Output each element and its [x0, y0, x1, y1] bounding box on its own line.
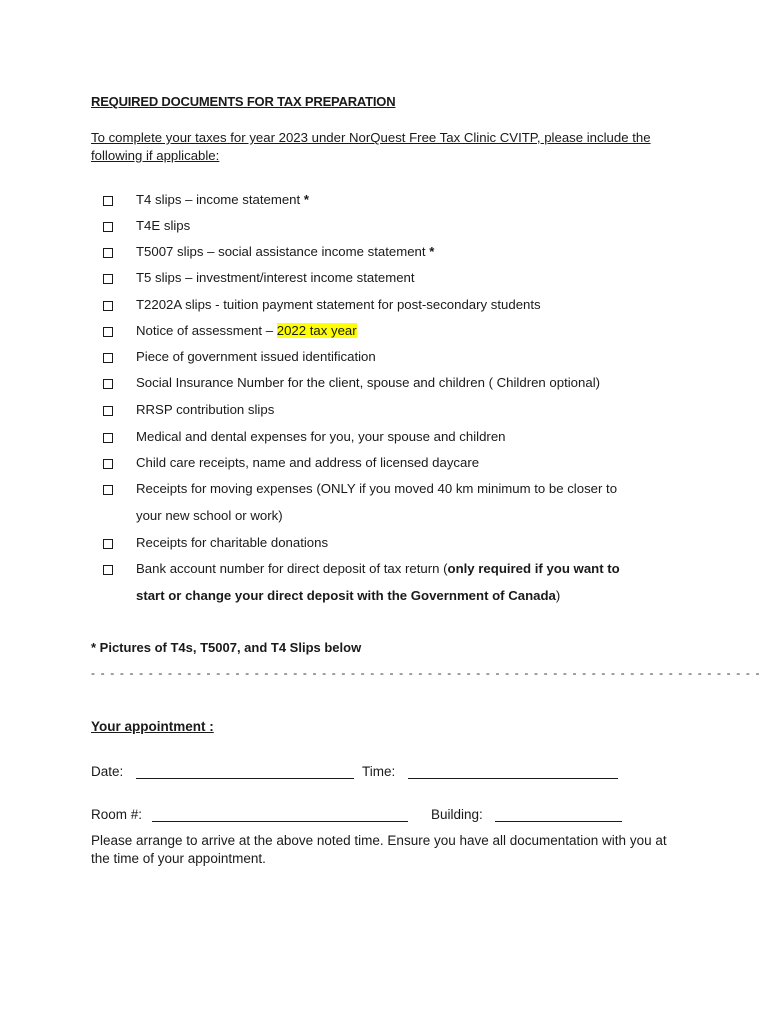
- checkbox[interactable]: [103, 196, 113, 206]
- checkbox[interactable]: [103, 327, 113, 337]
- checkbox[interactable]: [103, 406, 113, 416]
- asterisk-mark: *: [429, 244, 435, 259]
- checkbox[interactable]: [103, 433, 113, 443]
- item-label: Receipts for moving expenses (ONLY if you moved 40 km minimum to be closer to: [136, 481, 618, 496]
- checkbox[interactable]: [103, 485, 113, 495]
- date-field[interactable]: [136, 778, 354, 779]
- item-label: Child care receipts, name and address of licensed daycare: [136, 455, 480, 470]
- building-field[interactable]: [495, 821, 622, 822]
- checkbox[interactable]: [103, 274, 113, 284]
- pictures-note: * Pictures of T4s, T5007, and T4 Slips below: [91, 640, 362, 655]
- highlighted-text: 2022 tax year: [276, 323, 357, 338]
- item-label: T4 slips – income statement: [136, 192, 301, 207]
- arrival-note: Please arrange to arrive at the above noted time. Ensure you have all documentation with you at the time of your appointment.: [91, 833, 667, 866]
- bold-note-line2: start or change your direct deposit with the Government of Canada: [136, 588, 556, 603]
- checkbox[interactable]: [103, 353, 113, 363]
- item-label: RRSP contribution slips: [136, 402, 275, 417]
- item-label: T5007 slips – social assistance income statement: [136, 244, 426, 259]
- time-label: Time:: [362, 764, 396, 779]
- date-label: Date:: [91, 764, 124, 779]
- item-label: Notice of assessment –: [136, 323, 277, 338]
- room-label: Room #:: [91, 807, 143, 822]
- item-label: T4E slips: [136, 218, 191, 233]
- building-label: Building:: [431, 807, 483, 822]
- item-label-tail: ): [555, 588, 561, 603]
- item-label-line2: your new school or work): [136, 508, 283, 523]
- appointment-heading: Your appointment :: [91, 719, 214, 734]
- intro-paragraph: To complete your taxes for year 2023 under NorQuest Free Tax Clinic CVITP, please include the following if applicable:: [91, 130, 651, 163]
- item-label: Social Insurance Number for the client, spouse and children ( Children optional): [136, 375, 601, 390]
- checkbox[interactable]: [103, 379, 113, 389]
- item-label: Bank account number for direct deposit of tax return (: [136, 561, 448, 576]
- checkbox[interactable]: [103, 222, 113, 232]
- cut-line: - - - - - - - - - - - - - - - - - - - - - - - - - - - - - - - - - - - - - - - - - - - - - - - - - - - - - - - - - - - - - - - - - - - - - -: [91, 666, 761, 680]
- item-label: T2202A slips - tuition payment statement for post-secondary students: [136, 297, 541, 312]
- room-field[interactable]: [152, 821, 408, 822]
- item-label: Piece of government issued identification: [136, 349, 376, 364]
- checkbox[interactable]: [103, 459, 113, 469]
- checkbox[interactable]: [103, 248, 113, 258]
- asterisk-mark: *: [303, 192, 309, 207]
- item-label: Receipts for charitable donations: [136, 535, 329, 550]
- page-title: REQUIRED DOCUMENTS FOR TAX PREPARATION: [91, 94, 396, 109]
- checkbox[interactable]: [103, 301, 113, 311]
- checkbox[interactable]: [103, 539, 113, 549]
- item-label: Medical and dental expenses for you, your spouse and children: [136, 429, 506, 444]
- checkbox[interactable]: [103, 565, 113, 575]
- time-field[interactable]: [408, 778, 618, 779]
- item-label: T5 slips – investment/interest income statement: [136, 270, 415, 285]
- bold-note: only required if you want to: [447, 561, 620, 576]
